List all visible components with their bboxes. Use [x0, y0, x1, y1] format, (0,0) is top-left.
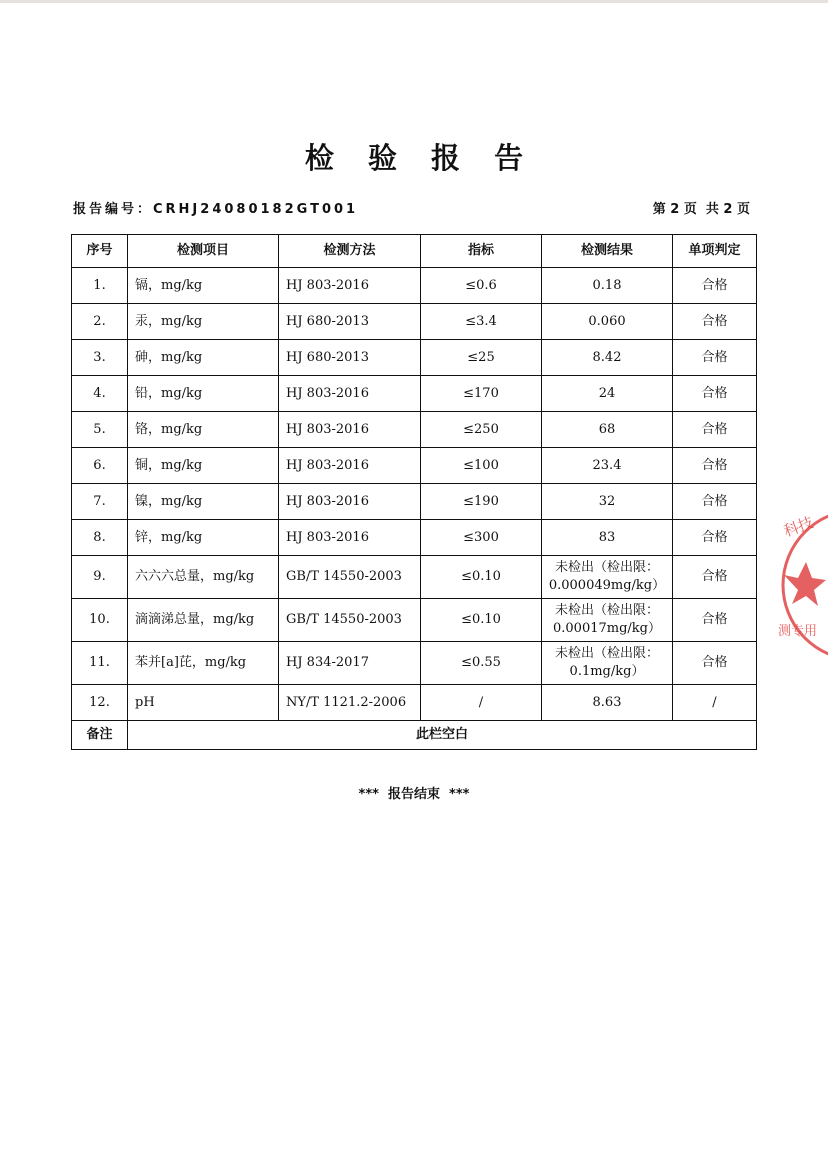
result-line: 0.000049mg/kg） [548, 578, 666, 593]
row-limit: ≤0.10 [421, 556, 542, 599]
row-judgement: / [673, 685, 757, 721]
row-no: 5. [72, 412, 128, 448]
row-no: 12. [72, 685, 128, 721]
seal-stamp-icon [770, 500, 828, 670]
row-method: HJ 834-2017 [279, 642, 421, 685]
row-item: 铬，mg/kg [128, 412, 279, 448]
row-judgement: 合格 [673, 484, 757, 520]
row-limit: ≤0.55 [421, 642, 542, 685]
row-method: HJ 803-2016 [279, 448, 421, 484]
row-no: 11. [72, 642, 128, 685]
row-judgement: 合格 [673, 599, 757, 642]
row-method: HJ 803-2016 [279, 412, 421, 448]
row-item: 苯并[a]芘，mg/kg [128, 642, 279, 685]
row-result: 8.42 [542, 340, 673, 376]
table-row [72, 268, 757, 304]
table-row [72, 599, 757, 642]
row-no: 1. [72, 268, 128, 304]
row-no: 10. [72, 599, 128, 642]
table-row [72, 685, 757, 721]
row-limit: ≤300 [421, 520, 542, 556]
row-item: pH [128, 685, 279, 721]
row-item: 砷，mg/kg [128, 340, 279, 376]
row-judgement: 合格 [673, 520, 757, 556]
row-judgement: 合格 [673, 340, 757, 376]
result-line: 0.00017mg/kg） [553, 621, 661, 636]
row-judgement: 合格 [673, 448, 757, 484]
row-method: HJ 803-2016 [279, 376, 421, 412]
row-no: 3. [72, 340, 128, 376]
row-limit: ≤3.4 [421, 304, 542, 340]
row-item: 镉，mg/kg [128, 268, 279, 304]
row-limit: ≤190 [421, 484, 542, 520]
table-row [72, 376, 757, 412]
row-no: 2. [72, 304, 128, 340]
table-row [72, 556, 757, 599]
header-no: 序号 [72, 235, 128, 268]
header-limit: 指标 [421, 235, 542, 268]
row-result [542, 599, 673, 642]
header-result: 检测结果 [542, 235, 673, 268]
row-method: NY/T 1121.2-2006 [279, 685, 421, 721]
row-judgement: 合格 [673, 642, 757, 685]
svg-text:测专用: 测专用 [778, 624, 818, 639]
row-no: 7. [72, 484, 128, 520]
row-no: 4. [72, 376, 128, 412]
report-title: 检 验 报 告 [304, 141, 536, 175]
row-item: 锌，mg/kg [128, 520, 279, 556]
row-item: 汞，mg/kg [128, 304, 279, 340]
header-method: 检测方法 [279, 235, 421, 268]
table-row [72, 642, 757, 685]
row-result [542, 642, 673, 685]
row-limit: ≤25 [421, 340, 542, 376]
row-result: 0.060 [542, 304, 673, 340]
remark-row [72, 721, 757, 750]
result-line: 未检出（检出限： [554, 646, 659, 661]
table-row [72, 448, 757, 484]
page-info: 第 2 页 共 2 页 [652, 202, 750, 217]
row-limit: ≤100 [421, 448, 542, 484]
remark-label: 备注 [72, 721, 128, 750]
row-result: 0.18 [542, 268, 673, 304]
row-method: GB/T 14550-2003 [279, 599, 421, 642]
table-row [72, 484, 757, 520]
row-item: 镍，mg/kg [128, 484, 279, 520]
row-limit: ≤0.10 [421, 599, 542, 642]
row-method: HJ 803-2016 [279, 484, 421, 520]
report-number: 报告编号：CRHJ24080182GT001 [73, 202, 359, 217]
row-result: 32 [542, 484, 673, 520]
report-end-marker: *** 报告结束 *** [358, 787, 470, 802]
row-item: 滴滴涕总量，mg/kg [128, 599, 279, 642]
table-row [72, 340, 757, 376]
row-no: 8. [72, 520, 128, 556]
row-judgement: 合格 [673, 412, 757, 448]
row-result: 83 [542, 520, 673, 556]
page-top-border [0, 0, 828, 3]
row-method: HJ 803-2016 [279, 268, 421, 304]
remark-value: 此栏空白 [128, 721, 757, 750]
row-limit: ≤170 [421, 376, 542, 412]
table-header-row [72, 235, 757, 268]
row-method: GB/T 14550-2003 [279, 556, 421, 599]
row-method: HJ 680-2013 [279, 340, 421, 376]
row-judgement: 合格 [673, 268, 757, 304]
row-method: HJ 803-2016 [279, 520, 421, 556]
row-result: 8.63 [542, 685, 673, 721]
official-seal [770, 500, 828, 670]
result-line: 0.1mg/kg） [569, 664, 645, 679]
row-limit: ≤0.6 [421, 268, 542, 304]
row-item: 铜，mg/kg [128, 448, 279, 484]
row-no: 9. [72, 556, 128, 599]
row-result [542, 556, 673, 599]
row-limit: ≤250 [421, 412, 542, 448]
header-item: 检测项目 [128, 235, 279, 268]
row-item: 六六六总量，mg/kg [128, 556, 279, 599]
test-results-table [71, 234, 757, 750]
result-line: 未检出（检出限： [554, 560, 659, 575]
result-line: 未检出（检出限： [554, 603, 659, 618]
row-judgement: 合格 [673, 556, 757, 599]
row-judgement: 合格 [673, 304, 757, 340]
row-no: 6. [72, 448, 128, 484]
table-row [72, 304, 757, 340]
row-judgement: 合格 [673, 376, 757, 412]
header-judgement: 单项判定 [673, 235, 757, 268]
row-item: 铅，mg/kg [128, 376, 279, 412]
table-row [72, 520, 757, 556]
table-row [72, 412, 757, 448]
row-method: HJ 680-2013 [279, 304, 421, 340]
row-limit: / [421, 685, 542, 721]
row-result: 24 [542, 376, 673, 412]
row-result: 23.4 [542, 448, 673, 484]
row-result: 68 [542, 412, 673, 448]
svg-text:科技: 科技 [781, 513, 816, 541]
